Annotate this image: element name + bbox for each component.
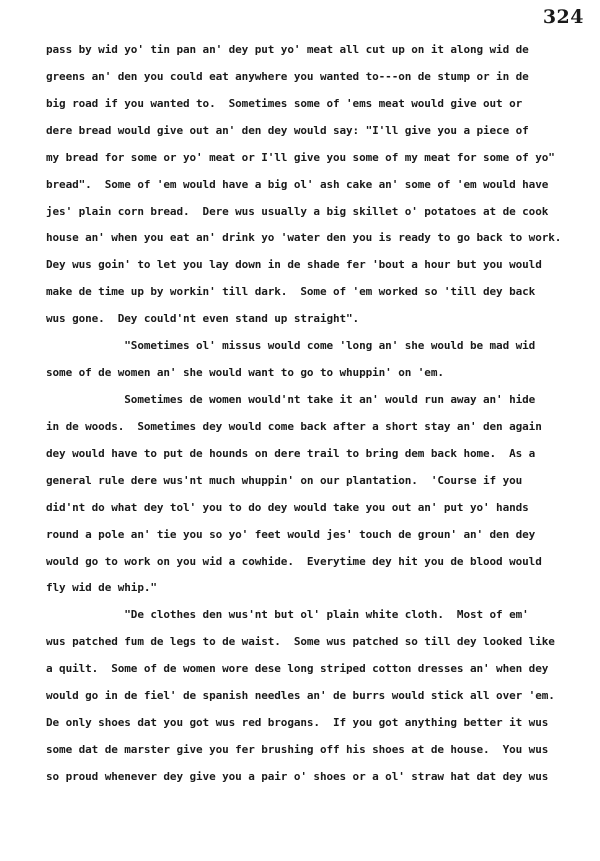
text-line: "Sometimes ol' missus would come 'long an' she would be mad wid <box>46 339 536 353</box>
text-line: Sometimes de women would'nt take it an' would run away an' hide <box>46 392 536 406</box>
text-line: jes' plain corn bread. Dere wus usually a big skillet o' potatoes at de cook <box>46 204 549 218</box>
text-line: pass by wid yo' tin pan an' dey put yo' meat all cut up on it along wid de <box>46 43 529 56</box>
text-line: in de woods. Sometimes dey would come back after a short stay an' den again <box>46 419 542 433</box>
text-line: bread". Some of 'em would have a big ol' ash cake an' some of 'em would have <box>46 177 549 191</box>
text-line: dey would have to put de hounds on dere trail to bring dem back home. As a <box>46 446 536 460</box>
text-line: Dey wus goin' to let you lay down in de shade fer 'bout a hour but you would <box>46 258 542 272</box>
typescript-body <box>46 37 596 791</box>
text-line: greens an' den you could eat anywhere you wanted to---on de stump or in de <box>46 69 529 83</box>
text-line: general rule dere wus'nt much whuppin' on our plantation. 'Course if you <box>46 473 523 487</box>
text-line: would go to work on you wid a cowhide. Everytime dey hit you de blood would <box>46 554 542 568</box>
text-line: my bread for some or yo' meat or I'll give you some of my meat for some of yo" <box>46 150 555 164</box>
text-line: some of de women an' she would want to go to whuppin' on 'em. <box>46 366 444 380</box>
text-line: "De clothes den wus'nt but ol' plain white cloth. Most of em' <box>46 608 529 622</box>
text-line: big road if you wanted to. Sometimes some of 'ems meat would give out or <box>46 96 523 110</box>
text-line: wus patched fum de legs to de waist. Some wus patched so till dey looked like <box>46 635 555 649</box>
text-line: would go in de fiel' de spanish needles an' de burrs would stick all over 'em. <box>46 689 555 703</box>
text-line: dere bread would give out an' den dey would say: "I'll give you a piece of <box>46 123 529 137</box>
text-line: a quilt. Some of de women wore dese long striped cotton dresses an' when dey <box>46 662 549 676</box>
text-line: so proud whenever dey give you a pair o' shoes or a ol' straw hat dat dey wus <box>46 769 549 783</box>
text-line: did'nt do what dey tol' you to do dey would take you out an' put yo' hands <box>46 500 529 514</box>
text-line: fly wid de whip." <box>46 581 157 595</box>
text-line: wus gone. Dey could'nt even stand up straight". <box>46 312 360 326</box>
text-line: some dat de marster give you fer brushing off his shoes at de house. You wus <box>46 742 549 756</box>
text-line: house an' when you eat an' drink yo 'water den you is ready to go back to work. <box>46 231 562 245</box>
text-line: make de time up by workin' till dark. Some of 'em worked so 'till dey back <box>46 285 536 299</box>
text-line: De only shoes dat you got wus red brogans. If you got anything better it wus <box>46 716 549 730</box>
text-line: round a pole an' tie you so yo' feet would jes' touch de groun' an' den dey <box>46 527 536 541</box>
page-number: 324 <box>542 6 584 28</box>
